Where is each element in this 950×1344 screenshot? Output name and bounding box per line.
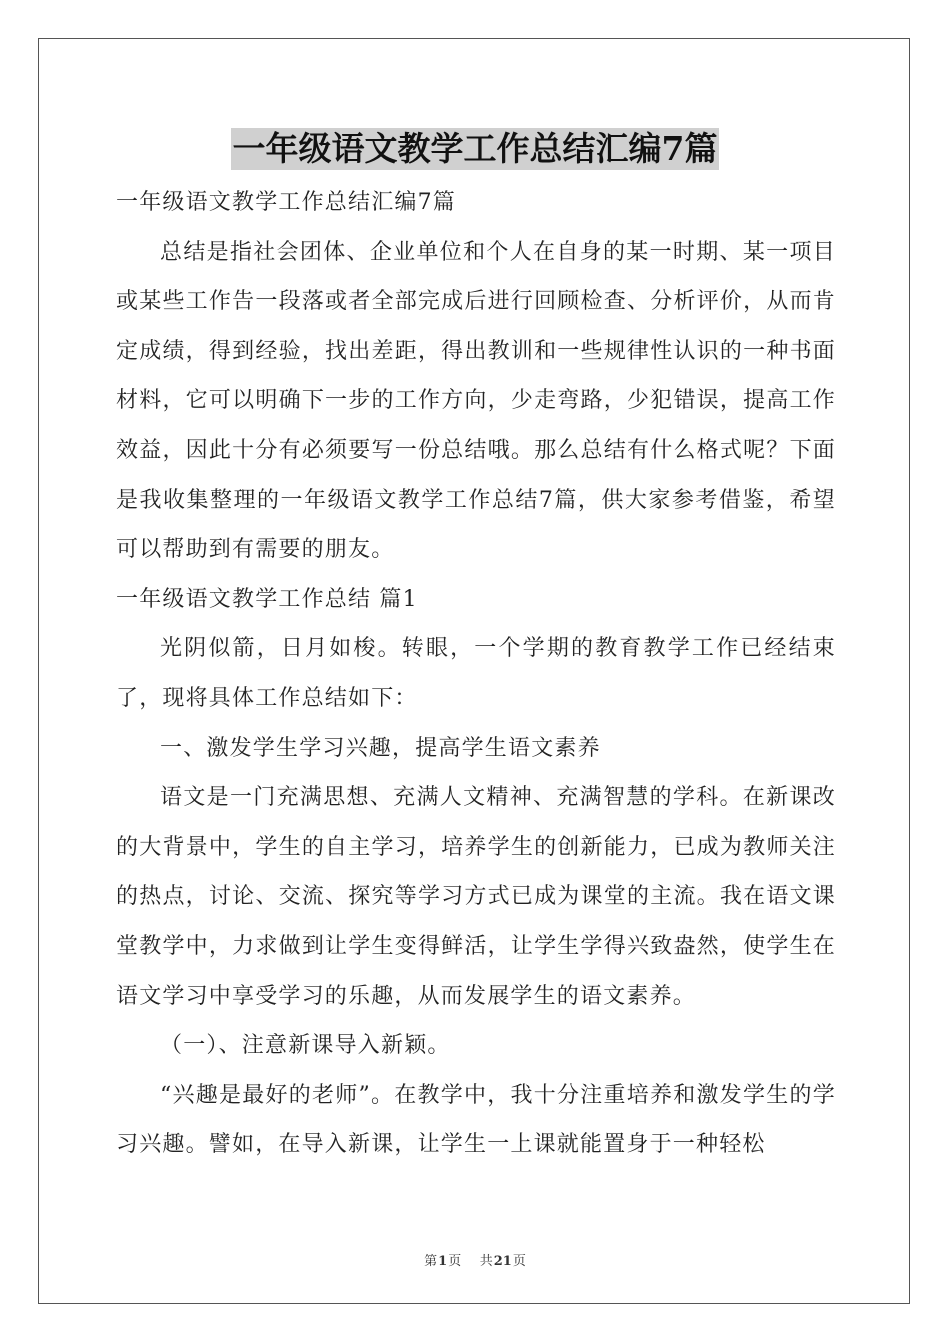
footer-total-suffix: 页	[512, 1254, 526, 1269]
footer-total-prefix: 共	[479, 1254, 493, 1269]
paragraph: 光阴似箭，日月如梭。转眼，一个学期的教育教学工作已经结束了，现将具体工作总结如下：	[116, 636, 836, 711]
paragraph: 一年级语文教学工作总结 篇1	[116, 586, 418, 612]
footer-page-word: 页	[448, 1254, 462, 1269]
footer-total-pages: 21	[493, 1254, 512, 1269]
document-title: 一年级语文教学工作总结汇编7篇	[232, 129, 718, 168]
document-body	[116, 178, 836, 1170]
paragraph: 一、激发学生学习兴趣，提高学生语文素养	[160, 735, 601, 761]
footer-current-page: 1	[438, 1254, 448, 1269]
footer-prefix: 第	[424, 1254, 438, 1269]
paragraph: 一年级语文教学工作总结汇编7篇	[116, 190, 456, 215]
paragraph: 语文是一门充满思想、充满人文精神、充满智慧的学科。在新课改的大背景中，学生的自主学习，培养学生的创新能力，已成为教师关注的热点，讨论、交流、探究等学习方式已成为课堂的主流。我在语文课堂教学中，力求做到让学生变得鲜活，让学生学得兴致盎然，使学生在语文学习中享受学习的乐趣，从而发展学生的语文素养。	[116, 785, 836, 1009]
paragraph: 总结是指社会团体、企业单位和个人在自身的某一时期、某一项目或某些工作告一段落或者全部完成后进行回顾检查、分析评价，从而肯定成绩，得到经验，找出差距，得出教训和一些规律性认识的一种书面材料，它可以明确下一步的工作方向，少走弯路，少犯错误，提高工作效益，因此十分有必须要写一份总结哦。那么总结有什么格式呢？下面是我收集整理的一年级语文教学工作总结7篇，供大家参考借鉴，希望可以帮助到有需要的朋友。	[116, 239, 836, 563]
page-footer	[0, 1250, 950, 1269]
title-wrap	[0, 128, 950, 170]
paragraph: （一）、注意新课导入新颖。	[160, 1033, 451, 1059]
paragraph: “兴趣是最好的老师”。在教学中，我十分注重培养和激发学生的学习兴趣。譬如，在导入新课，让学生一上课就能置身于一种轻松	[116, 1082, 836, 1158]
